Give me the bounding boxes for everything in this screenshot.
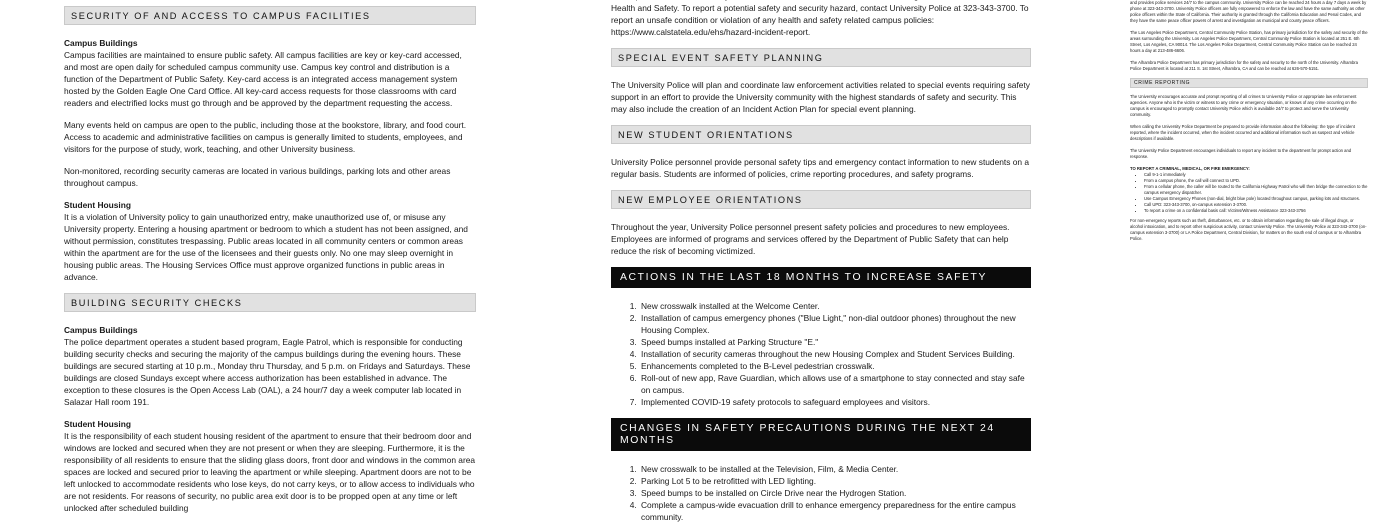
list-item: 4. Installation of security cameras throughout the new Housing Complex and Student Services Building. xyxy=(639,348,1031,360)
list-item: • From a campus phone, the call will connect to UPD. xyxy=(1144,178,1368,184)
block-title: Campus Buildings xyxy=(64,325,138,335)
section-text: The University Police will plan and coordinate law enforcement activities related to special events requiring safety support in an effort to provide the University community with the highest standards of safety and security. This may also include the creation of an Incident Action Plan for special event planning. xyxy=(611,80,1030,114)
security-cameras-text: Non-monitored, recording security cameras are located in various buildings, parking lots and other areas throughout campus. xyxy=(64,166,451,188)
emergency-list xyxy=(1130,172,1368,214)
crime-reporting-text: The University encourages accurate and prompt reporting of all crimes to University Police or appropriate law enforcement agencies. Anyone who is the victim or witness to any crime or emergency situation, or knows of any crime occurring on the campus is encouraged to promptly contact University Police which is available 24/7 to protect and serve the University community. xyxy=(1130,94,1357,117)
emergency-heading: TO REPORT A CRIMINAL, MEDICAL, OR FIRE EMERGENCY: xyxy=(1130,166,1250,171)
block-text: Campus facilities are maintained to ensure public safety. All campus facilities are key or key-card accessed, and most are open daily for scheduled campus community use. Campus key control and distribution is a function of the Department of Public Safety. Key-card access is an integrated access management system hosted by the Golden Eagle One Card Office. All key-card access requests for those classrooms with card readers and electrified locks must go through and be approved by the department requesting the access. xyxy=(64,50,462,108)
block-title: Student Housing xyxy=(64,419,131,429)
list-item: 2. Parking Lot 5 to be retrofitted with LED lighting. xyxy=(639,475,1031,487)
section-changes xyxy=(611,418,1031,523)
section-heading: CHANGES IN SAFETY PRECAUTIONS DURING THE NEXT 24 MONTHS xyxy=(611,418,1031,451)
section-security-access xyxy=(64,6,476,283)
police-services-text: and provides police services 24/7 to the campus community. University Police can be reached 24 hours a day 7 days a week by phone at 323-343-3700. University Police officers are fully empowered to enforce the law and have the same authority as other police officers within the State of California. Their authority is granted through the California Education and Penal Codes, and they have the same peace officer powers of arrest and investigation as municipal and county peace officers. xyxy=(1130,0,1367,23)
list-item: 5. Enhancements completed to the B-Level pedestrian crosswalk. xyxy=(639,360,1031,372)
alhambra-jurisdiction-text: The Alhambra Police Department has primary jurisdiction for the safety and security to the north of the University. Alhambra Police Department is located at 211 S. 1st Street, Alhambra, CA and can be reached at 626-570-5151. xyxy=(1130,60,1359,71)
list-item: 7. Implemented COVID-19 safety protocols to safeguard employees and visitors. xyxy=(639,396,1031,408)
student-housing-block xyxy=(64,199,476,283)
list-item: • Call UPD: 323-343-3700, on-campus extension 3-3700. xyxy=(1144,202,1368,208)
section-building-checks xyxy=(64,293,476,514)
middle-page-column xyxy=(611,0,1031,531)
list-item: • Call 9-1-1 immediately xyxy=(1144,172,1368,178)
section-heading: SPECIAL EVENT SAFETY PLANNING xyxy=(611,48,1031,67)
section-special-event xyxy=(611,48,1031,115)
list-item: • From a cellular phone, the caller will be routed to the California Highway Patrol who will then bridge the connection to the campus emergency dispatcher. xyxy=(1144,184,1368,196)
document-page-left xyxy=(0,0,547,513)
actions-list xyxy=(611,300,1031,408)
section-new-student xyxy=(611,125,1031,180)
section-heading: SECURITY OF AND ACCESS TO CAMPUS FACILITIES xyxy=(64,6,476,25)
section-heading: BUILDING SECURITY CHECKS xyxy=(64,293,476,312)
campus-buildings-block xyxy=(64,37,476,109)
list-item: 2. Installation of campus emergency phones ("Blue Light," non-dial outdoor phones) throughout the new Housing Complex. xyxy=(639,312,1031,336)
lapd-jurisdiction-text: The Los Angeles Police Department, Central Community Police Station, has primary jurisdiction for the safety and security of the areas surrounding the University. Los Angeles Police Department, Central Community Police Station is located at 251 E. 6th Street, Los Angeles, CA 90014. The Los Angeles Police Department, Central Community Police Station can be reached 24 hours a day at 213-486-6606. xyxy=(1130,30,1368,53)
right-page-column xyxy=(1130,0,1368,248)
campus-buildings-checks-block xyxy=(64,324,476,408)
section-text: Throughout the year, University Police personnel present safety policies and procedures to new employees. Employees are informed of programs and services offered by the Department of Public Safety that can help reduce the risk of becoming victimized. xyxy=(611,222,1010,256)
left-page-column xyxy=(64,6,476,524)
non-emergency-text: For non-emergency reports such as theft, disturbances, etc. or to obtain information regarding the sale of illegal drugs, or alcohol intoxication, and to report other suspicious activity, contact University Police. The University Police at 323-343-3700 (on-campus extension 3-3700) or LA Police Department, Central Division, for matters on the south end of campus or to Alhambra Police. xyxy=(1130,218,1367,241)
student-housing-checks-block xyxy=(64,418,476,514)
list-item: 3. Speed bumps to be installed on Circle Drive near the Hydrogen Station. xyxy=(639,487,1031,499)
list-item: 6. Roll-out of new app, Rave Guardian, which allows use of a smartphone to stay connected and stay safe on campus. xyxy=(639,372,1031,396)
list-item: 4. Complete a campus-wide evacuation drill to enhance emergency preparedness for the entire campus community. xyxy=(639,499,1031,523)
crime-reporting-text: The University Police Department encourages individuals to report any incident to the department for prompt action and response. xyxy=(1130,148,1352,159)
document-page-right xyxy=(1085,0,1400,500)
hazard-report-text: Health and Safety. To report a potential safety and security hazard, contact University Police at 323-343-3700. To report an unsafe condition or violation of any health and safety related campus policies: https://www.calstatela.edu/ehs/hazard-incident-report. xyxy=(611,3,1029,37)
block-text: It is a violation of University policy to gain unauthorized entry, make unauthorized use of, or misuse any University property. Entering a housing apartment or bedroom to which a student has not been assigned, and without permission, constitutes trespassing. Public areas located in all community centers or common areas within the apartment are for the use of the licensees and their guests only. No one may sleep overnight in housing public areas. The Housing Services Office must approve organized functions in public areas in advance. xyxy=(64,212,468,282)
section-heading: NEW STUDENT ORIENTATIONS xyxy=(611,125,1031,144)
list-item: 1. New crosswalk installed at the Welcome Center. xyxy=(639,300,1031,312)
section-heading: NEW EMPLOYEE ORIENTATIONS xyxy=(611,190,1031,209)
document-page-middle xyxy=(547,0,1085,522)
section-text: University Police personnel provide personal safety tips and emergency contact information to new students on a regular basis. Students are informed of policies, crime reporting procedures, and safety programs. xyxy=(611,157,1030,179)
changes-list xyxy=(611,463,1031,523)
section-actions xyxy=(611,267,1031,408)
list-item: • Use Campus Emergency Phones (non-dial, bright blue pole) located throughout campus, parking lots and structures. xyxy=(1144,196,1368,202)
block-text: It is the responsibility of each student housing resident of the apartment to ensure that their bedroom door and windows are locked and secured when they are not present or when they are sleeping. Furthermore, it is the responsibility of all residents to ensure that the sliding glass doors, front door and windows in the common area spaces are locked and secured prior to leaving the apartment or while sleeping. Apartment doors are not to be left unlocked to accommodate residents who lose keys, do not carry keys, or to allow access to individuals who are not residents. For reasons of security, no public area exit door is to be propped open at any time or left unlocked after scheduled building xyxy=(64,431,476,513)
crime-reporting-text: When calling the University Police Department be prepared to provide information about the following: the type of incident reported, where the incident occurred, when the incident occurred and additional information such as suspect and vehicle descriptions if available. xyxy=(1130,124,1355,141)
public-events-text: Many events held on campus are open to the public, including those at the bookstore, library, and food court. Access to academic and administrative facilities on campus is generally limited to students, employees, and visitors for the purpose of study, work, teaching, and other University business. xyxy=(64,120,467,154)
block-text: The police department operates a student based program, Eagle Patrol, which is responsible for conducting building security checks and securing the majority of the campus buildings during the evening hours. These buildings are secured starting at 10 p.m., Monday thru Thursday, and 5 p.m. on Fridays and Saturdays. These buildings are closed Sundays except where access authorization has been established in advance. The exception to these closures is the Open Access Lab (OAL), a 24 hour/7 day a week computer lab located in Salazar Hall room 191. xyxy=(64,337,471,407)
block-title: Campus Buildings xyxy=(64,38,138,48)
section-heading: ACTIONS IN THE LAST 18 MONTHS TO INCREASE SAFETY xyxy=(611,267,1031,288)
section-heading: CRIME REPORTING xyxy=(1130,78,1368,88)
section-new-employee xyxy=(611,190,1031,257)
list-item: 3. Speed bumps installed at Parking Structure "E." xyxy=(639,336,1031,348)
block-title: Student Housing xyxy=(64,200,131,210)
list-item: 1. New crosswalk to be installed at the Television, Film, & Media Center. xyxy=(639,463,1031,475)
list-item: • To report a crime on a confidential basis call: Victims/Witness Assistance 323-343-3756 xyxy=(1144,208,1368,214)
